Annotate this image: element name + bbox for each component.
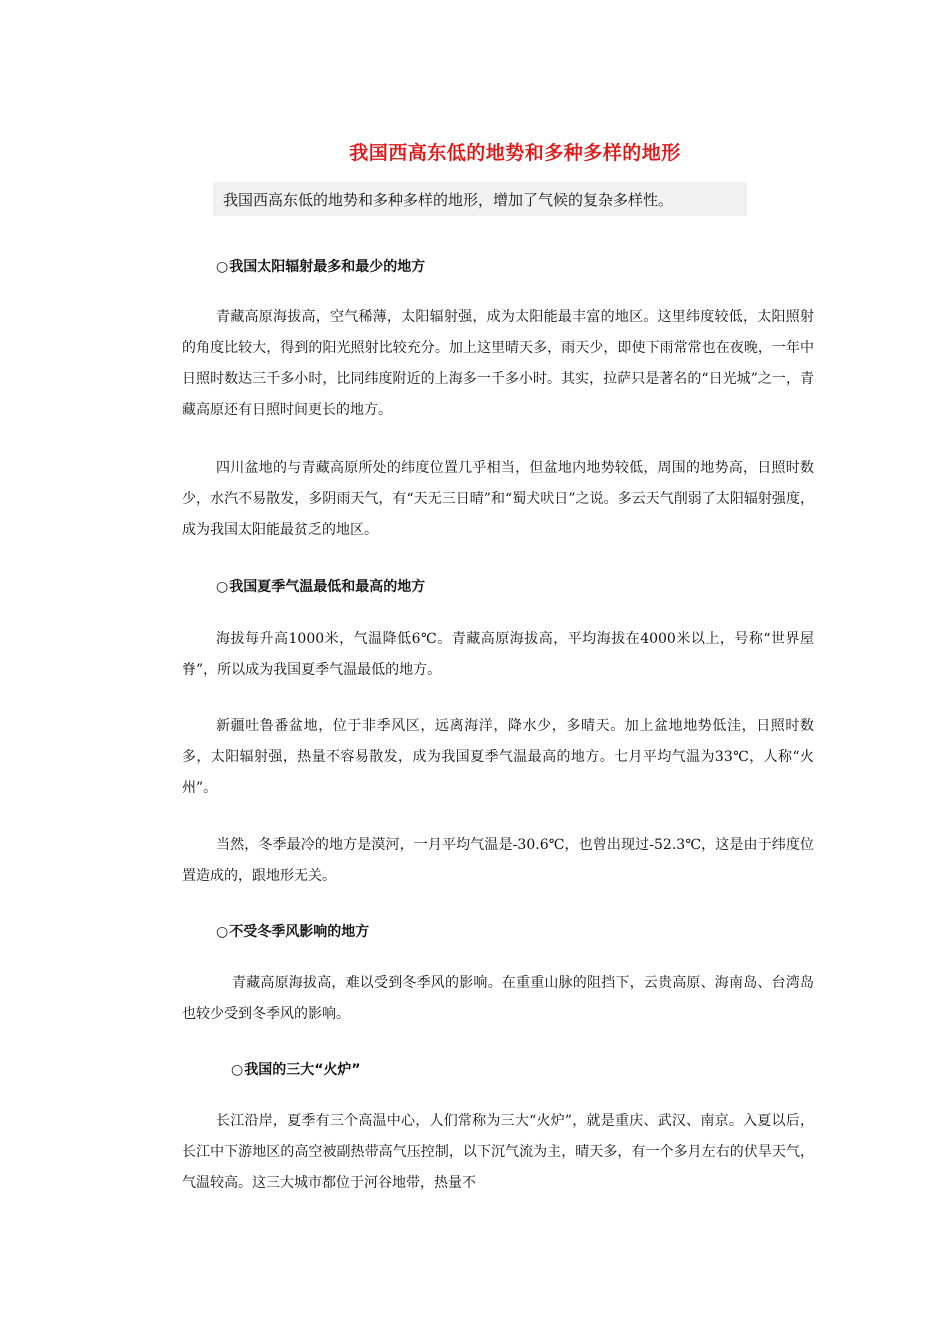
document-title: 我国西高东低的地势和多种多样的地形	[349, 142, 681, 164]
paragraph-three-furnaces: 长江沿岸，夏季有三个高温中心，人们常称为三大“火炉”，就是重庆、武汉、南京。入夏以后，长江中下游地区的高空被副热带高气压控制，以下沉气流为主，晴天多，有一个多月左右的伏旱天气，气温较高。这三大城市都位于河谷地带，热量不	[182, 1113, 814, 1191]
section-heading-solar-radiation	[216, 256, 425, 276]
subtitle-banner	[213, 182, 747, 216]
circle-bullet-icon: ○	[231, 1062, 244, 1078]
section-heading-text: 不受冬季风影响的地方	[229, 924, 370, 940]
section-heading-text: 我国的三大“火炉”	[244, 1062, 361, 1078]
subtitle-text: 我国西高东低的地势和多种多样的地形，增加了气候的复杂多样性。	[223, 190, 674, 209]
circle-bullet-icon: ○	[216, 579, 229, 595]
section-heading-winter-monsoon	[216, 921, 369, 941]
section-heading-text: 我国夏季气温最低和最高的地方	[229, 579, 426, 595]
paragraph-altitude-temperature: 海拔每升高1000米，气温降低6℃。青藏高原海拔高，平均海拔在4000米以上，号称“世界屋脊”，所以成为我国夏季气温最低的地方。	[182, 631, 814, 678]
circle-bullet-icon: ○	[216, 924, 229, 940]
section-heading-text: 我国太阳辐射最多和最少的地方	[229, 259, 426, 275]
circle-bullet-icon: ○	[216, 259, 229, 275]
section-heading-summer-temperature	[216, 576, 425, 596]
paragraph-winter-monsoon: 青藏高原海拔高，难以受到冬季风的影响。在重重山脉的阻挡下，云贵高原、海南岛、台湾岛也较少受到冬季风的影响。	[182, 975, 814, 1022]
paragraph-mohe-winter: 当然，冬季最冷的地方是漠河，一月平均气温是-30.6℃，也曾出现过-52.3℃，这是由于纬度位置造成的，跟地形无关。	[182, 837, 814, 884]
paragraph-qinghai-tibet-sunshine: 青藏高原海拔高，空气稀薄，太阳辐射强，成为太阳能最丰富的地区。这里纬度较低，太阳照射的角度比较大，得到的阳光照射比较充分。加上这里晴天多，雨天少，即使下雨常常也在夜晚，一年中日照时数达三千多小时，比同纬度附近的上海多一千多小时。其实，拉萨只是著名的“日光城”之一，青藏高原还有日照时间更长的地方。	[182, 309, 814, 418]
paragraph-turpan-basin: 新疆吐鲁番盆地，位于非季风区，远离海洋，降水少，多晴天。加上盆地地势低洼，日照时数多，太阳辐射强，热量不容易散发，成为我国夏季气温最高的地方。七月平均气温为33℃，人称“火州”。	[182, 718, 814, 796]
section-heading-three-furnaces	[231, 1059, 361, 1079]
paragraph-sichuan-basin: 四川盆地的与青藏高原所处的纬度位置几乎相当，但盆地内地势较低，周围的地势高，日照时数少，水汽不易散发，多阴雨天气，有“天无三日晴”和“蜀犬吠日”之说。多云天气削弱了太阳辐射强度，成为我国太阳能最贫乏的地区。	[182, 460, 814, 538]
